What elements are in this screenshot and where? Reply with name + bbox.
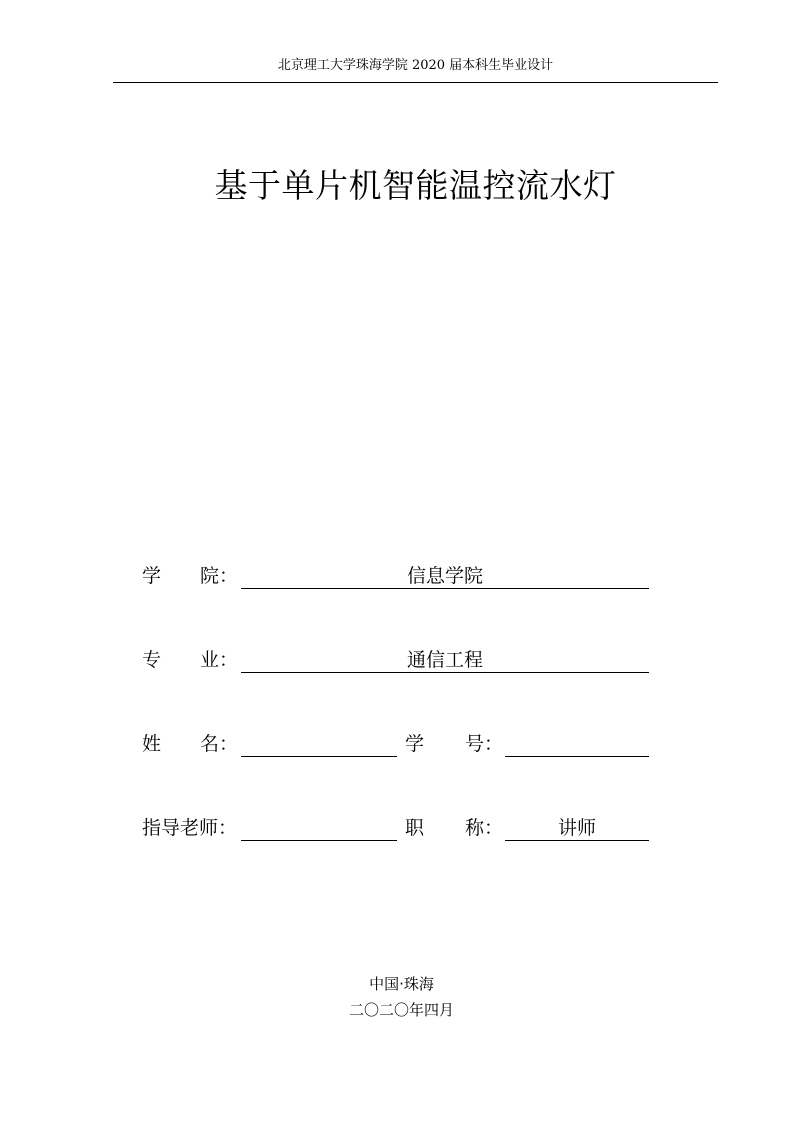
college-label-b: 院： [200, 565, 239, 587]
major-row [0, 636, 793, 676]
name-field [241, 724, 397, 757]
name-label-b: 名： [200, 733, 239, 755]
thesis-title: 基于单片机智能温控流水灯 [214, 166, 617, 205]
college-label-a: 学 [142, 565, 162, 587]
student-id-field [505, 724, 649, 757]
footer-date: 二〇二〇年四月 [348, 1001, 454, 1019]
college-field [241, 556, 649, 589]
header-text: 北京理工大学珠海学院 2020 届本科生毕业设计 [277, 58, 554, 73]
page-header [113, 56, 718, 83]
advisor-field [241, 808, 397, 841]
name-label-a: 姓 [142, 733, 162, 755]
major-value: 通信工程 [406, 649, 483, 671]
advisor-position-row [0, 804, 793, 844]
college-value: 信息学院 [406, 565, 483, 587]
position-label-a: 职 [405, 817, 425, 839]
student-id-label-b: 号： [465, 733, 504, 755]
name-id-row [0, 720, 793, 760]
major-label-b: 业： [200, 649, 239, 671]
college-row [0, 552, 793, 592]
position-field [505, 808, 649, 841]
student-id-label-a: 学 [405, 733, 425, 755]
advisor-label: 指导老师： [142, 817, 238, 839]
position-label-b: 称： [465, 817, 504, 839]
major-label-a: 专 [142, 649, 162, 671]
footer-location: 中国·珠海 [369, 975, 434, 993]
major-field [241, 640, 649, 673]
position-value: 讲师 [557, 817, 596, 839]
